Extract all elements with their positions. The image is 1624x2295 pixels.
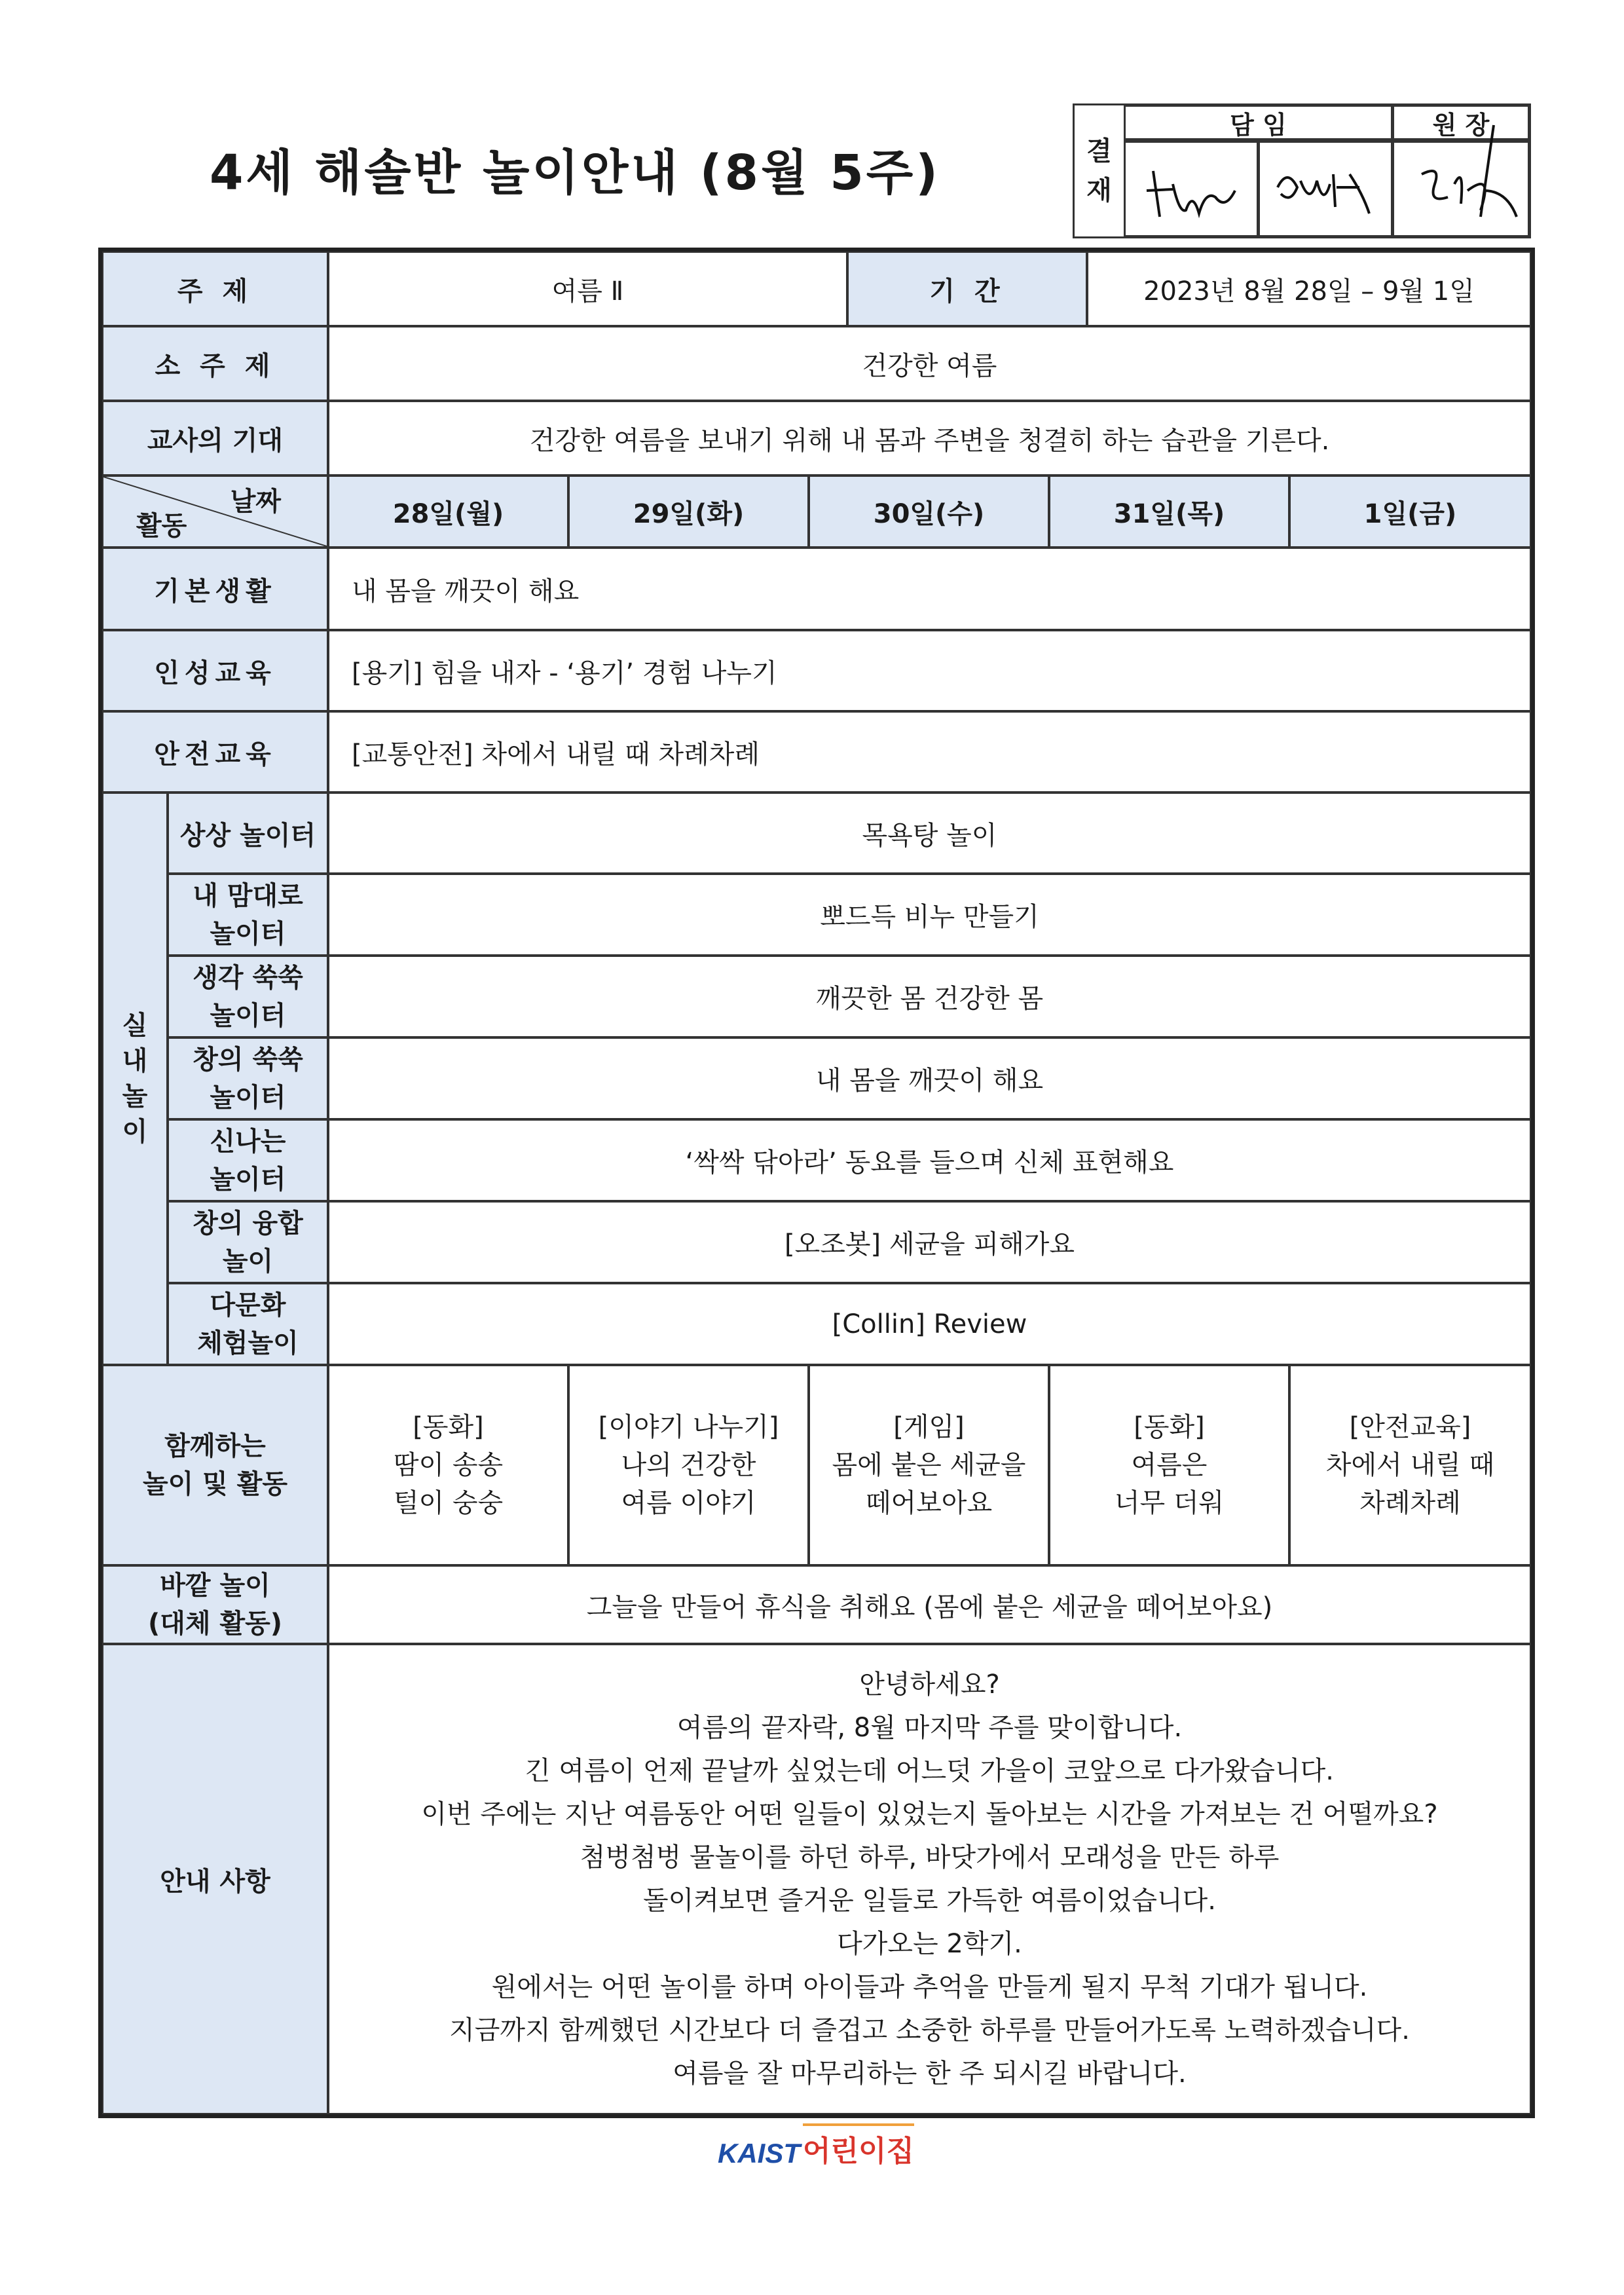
activity-line: 여름 이야기 bbox=[621, 1488, 756, 1518]
creative-playground-value: 내 몸을 깨끗이 해요 bbox=[328, 1037, 1531, 1119]
label-line: 창의 융합 bbox=[193, 1208, 303, 1239]
outdoor-play-label bbox=[102, 1565, 328, 1644]
notice-line: 돌이켜보면 즐거운 일들로 가득한 여름이었습니다. bbox=[642, 1886, 1216, 1916]
activity-line: 털이 숭숭 bbox=[393, 1488, 504, 1518]
notice-line: 첨벙첨벙 물놀이를 하던 하루, 바닷가에서 모래성을 만든 하루 bbox=[580, 1842, 1280, 1873]
theme-label: 주 제 bbox=[102, 252, 328, 326]
activity-line: [게임] bbox=[893, 1412, 965, 1442]
indoor-label-char: 이 bbox=[122, 1117, 148, 1147]
character-edu-label: 인성교육 bbox=[102, 630, 328, 711]
teacher-header: 담 임 bbox=[1124, 105, 1392, 140]
label-line: 놀이터 bbox=[210, 1082, 286, 1113]
label-line: 창의 쑥쑥 bbox=[193, 1044, 303, 1075]
activity-label: 활동 bbox=[136, 511, 187, 541]
together-thu bbox=[1049, 1365, 1289, 1565]
indoor-label-char: 실 bbox=[122, 1011, 148, 1041]
label-line: 놀이 및 활동 bbox=[142, 1469, 288, 1499]
together-activities-label bbox=[102, 1365, 328, 1565]
basic-life-value: 내 몸을 깨끗이 해요 bbox=[328, 548, 1531, 630]
period-value: 2023년 8월 28일 – 9월 1일 bbox=[1087, 252, 1531, 326]
date-activity-corner bbox=[102, 476, 328, 548]
label-line: 놀이터 bbox=[210, 918, 286, 949]
thinking-playground-value: 깨끗한 몸 건강한 몸 bbox=[328, 956, 1531, 1037]
fun-playground-value: ‘싹싹 닦아라’ 동요를 들으며 신체 표현해요 bbox=[328, 1119, 1531, 1201]
notice-line: 안녕하세요? bbox=[859, 1670, 1000, 1700]
notice-line: 다가오는 2학기. bbox=[837, 1929, 1022, 1959]
indoor-label-char: 놀 bbox=[122, 1081, 148, 1111]
activity-line: 너무 더워 bbox=[1114, 1488, 1225, 1518]
subtheme-value: 건강한 여름 bbox=[328, 326, 1531, 401]
director-header: 원 장 bbox=[1392, 105, 1529, 140]
day-header-fri: 1일(금) bbox=[1289, 476, 1531, 548]
label-line: 놀이터 bbox=[210, 1164, 286, 1195]
indoor-play-group-label bbox=[102, 793, 168, 1365]
label-line: 신나는 bbox=[210, 1126, 286, 1157]
day-header-tue: 29일(화) bbox=[568, 476, 809, 548]
fun-playground-label bbox=[168, 1119, 328, 1201]
label-line: 놀이터 bbox=[210, 1000, 286, 1031]
label-line: 생각 쑥쑥 bbox=[193, 962, 303, 993]
multicultural-value: [Collin] Review bbox=[328, 1283, 1531, 1365]
director-signature bbox=[1402, 119, 1526, 230]
activity-line: 차례차례 bbox=[1359, 1488, 1461, 1518]
together-wed bbox=[809, 1365, 1049, 1565]
label-line: 바깥 놀이 bbox=[160, 1571, 270, 1601]
label-line: 함께하는 bbox=[164, 1431, 266, 1461]
imagination-playground-label: 상상 놀이터 bbox=[168, 793, 328, 874]
approval-label-bottom: 재 bbox=[1086, 176, 1112, 206]
together-tue bbox=[568, 1365, 809, 1565]
thinking-playground-label bbox=[168, 956, 328, 1037]
together-fri bbox=[1289, 1365, 1531, 1565]
notice-line: 이번 주에는 지난 여름동안 어떤 일들이 있었는지 돌아보는 시간을 가져보는 건 어떨까요? bbox=[421, 1799, 1438, 1829]
expectation-label: 교사의 기대 bbox=[102, 401, 328, 476]
label-line: 내 맘대로 bbox=[193, 880, 303, 911]
creative-fusion-value: [오조봇] 세균을 피해가요 bbox=[328, 1201, 1531, 1283]
expectation-value: 건강한 여름을 보내기 위해 내 몸과 주변을 청결히 하는 습관을 기른다. bbox=[328, 401, 1531, 476]
day-header-wed: 30일(수) bbox=[809, 476, 1049, 548]
creative-playground-label bbox=[168, 1037, 328, 1119]
multicultural-label bbox=[168, 1283, 328, 1365]
notice-line: 여름을 잘 마무리하는 한 주 되시길 바랍니다. bbox=[673, 2059, 1187, 2089]
safety-edu-label: 안전교육 bbox=[102, 711, 328, 793]
notice-line: 원에서는 어떤 놀이를 하며 아이들과 추억을 만들게 될지 무척 기대가 됩니다. bbox=[491, 1972, 1368, 2002]
theme-value: 여름 Ⅱ bbox=[328, 252, 847, 326]
free-playground-value: 뽀드득 비누 만들기 bbox=[328, 874, 1531, 956]
creative-fusion-label bbox=[168, 1201, 328, 1283]
kaist-daycare-logo bbox=[718, 2123, 914, 2169]
notice-body bbox=[328, 1644, 1531, 2114]
activity-line: [안전교육] bbox=[1349, 1412, 1471, 1442]
activity-line: 땀이 송송 bbox=[393, 1450, 504, 1480]
notice-line: 여름의 끝자락, 8월 마지막 주를 맞이합니다. bbox=[676, 1713, 1183, 1743]
activity-line: [이야기 나누기] bbox=[598, 1412, 779, 1442]
indoor-label-char: 내 bbox=[122, 1046, 148, 1076]
date-label: 날짜 bbox=[230, 487, 281, 517]
teacher-signature-2 bbox=[1271, 155, 1382, 227]
safety-edu-value: [교통안전] 차에서 내릴 때 차례차례 bbox=[328, 711, 1531, 793]
notice-label: 안내 사항 bbox=[102, 1644, 328, 2114]
label-line: (대체 활동) bbox=[147, 1609, 283, 1639]
approval-label bbox=[1075, 105, 1124, 236]
logo-name: 어린이집 bbox=[803, 2123, 914, 2169]
label-line: 놀이 bbox=[222, 1246, 274, 1277]
activity-line: 떼어보아요 bbox=[865, 1488, 993, 1518]
notice-line: 지금까지 함께했던 시간보다 더 즐겁고 소중한 하루를 만들어가도록 노력하겠습니다. bbox=[449, 2015, 1410, 2045]
day-header-mon: 28일(월) bbox=[328, 476, 568, 548]
period-label: 기 간 bbox=[847, 252, 1087, 326]
notice-line: 긴 여름이 언제 끝날까 싶었는데 어느덧 가을이 코앞으로 다가왔습니다. bbox=[525, 1756, 1334, 1786]
subtheme-label: 소 주 제 bbox=[102, 326, 328, 401]
together-mon bbox=[328, 1365, 568, 1565]
plan-table bbox=[98, 248, 1535, 2118]
label-line: 다문화 bbox=[210, 1290, 286, 1320]
activity-line: [동화] bbox=[1134, 1412, 1205, 1442]
page-title: 4세 해솔반 놀이안내 (8월 5주) bbox=[210, 145, 940, 201]
character-edu-value: [용기] 힘을 내자 - ‘용기’ 경험 나누기 bbox=[328, 630, 1531, 711]
approval-box bbox=[1073, 103, 1531, 238]
free-playground-label bbox=[168, 874, 328, 956]
imagination-playground-value: 목욕탕 놀이 bbox=[328, 793, 1531, 874]
day-header-thu: 31일(목) bbox=[1049, 476, 1289, 548]
approval-label-top: 결 bbox=[1086, 136, 1112, 166]
logo-brand: KAIST bbox=[718, 2138, 800, 2169]
activity-line: 나의 건강한 bbox=[621, 1450, 756, 1480]
teacher-signature-1 bbox=[1140, 151, 1245, 230]
activity-line: [동화] bbox=[413, 1412, 484, 1442]
label-line: 체험놀이 bbox=[197, 1328, 299, 1358]
activity-line: 몸에 붙은 세균을 bbox=[832, 1450, 1026, 1480]
activity-line: 차에서 내릴 때 bbox=[1325, 1450, 1495, 1480]
basic-life-label: 기본생활 bbox=[102, 548, 328, 630]
outdoor-play-value: 그늘을 만들어 휴식을 취해요 (몸에 붙은 세균을 떼어보아요) bbox=[328, 1565, 1531, 1644]
activity-line: 여름은 bbox=[1131, 1450, 1208, 1480]
